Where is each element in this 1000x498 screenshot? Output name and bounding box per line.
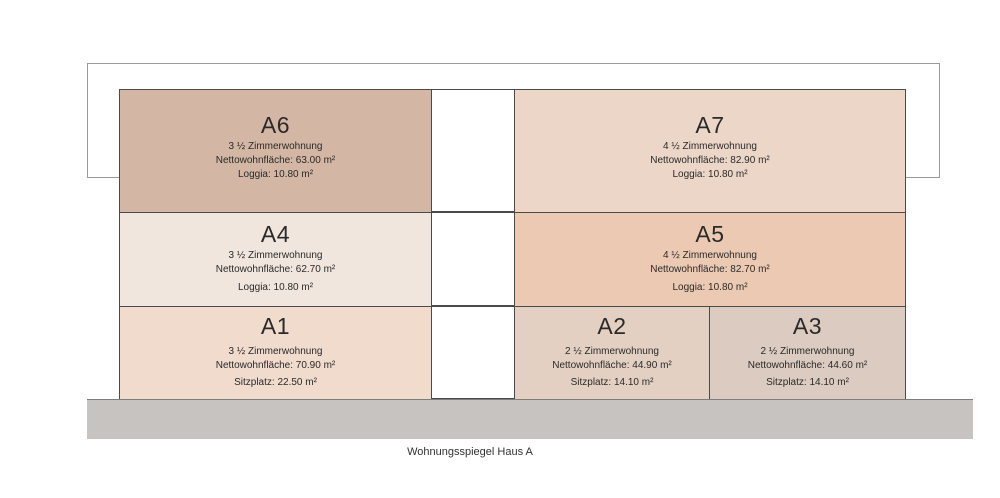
unit-rooms: 3 ½ Zimmerwohnung	[228, 141, 323, 152]
unit-rooms: 2 ½ Zimmerwohnung	[760, 346, 855, 357]
unit-a7[interactable]	[514, 89, 906, 213]
unit-name: A6	[260, 112, 291, 138]
unit-outdoor: Sitzplatz: 14.10 m²	[570, 377, 654, 388]
stairwell-floor-2	[431, 212, 515, 306]
unit-rooms: 3 ½ Zimmerwohnung	[228, 250, 323, 261]
unit-a5[interactable]	[514, 212, 906, 307]
unit-area: Nettowohnfläche: 63.00 m²	[215, 155, 336, 166]
unit-outdoor: Loggia: 10.80 m²	[672, 282, 748, 293]
unit-outdoor: Loggia: 10.80 m²	[672, 169, 748, 180]
unit-area: Nettowohnfläche: 82.70 m²	[650, 264, 770, 275]
unit-a2[interactable]	[514, 306, 710, 400]
unit-area: Nettowohnfläche: 44.90 m²	[552, 360, 672, 371]
unit-name: A2	[597, 313, 627, 339]
diagram-caption: Wohnungsspiegel Haus A	[407, 446, 533, 458]
unit-rooms: 3 ½ Zimmerwohnung	[228, 346, 323, 357]
unit-name: A5	[695, 221, 725, 247]
unit-name: A3	[792, 313, 823, 339]
unit-name: A4	[260, 221, 291, 247]
unit-rooms: 4 ½ Zimmerwohnung	[663, 141, 757, 152]
unit-a4[interactable]	[119, 212, 432, 307]
unit-area: Nettowohnfläche: 44.60 m²	[747, 360, 868, 371]
unit-outdoor: Loggia: 10.80 m²	[237, 169, 314, 180]
unit-outdoor: Loggia: 10.80 m²	[237, 282, 314, 293]
unit-area: Nettowohnfläche: 62.70 m²	[215, 264, 336, 275]
unit-a6[interactable]	[119, 89, 432, 213]
unit-a3[interactable]	[709, 306, 906, 400]
stairwell-floor-1	[431, 306, 515, 399]
ground-terrain	[87, 399, 973, 439]
unit-name: A7	[695, 112, 725, 138]
unit-area: Nettowohnfläche: 70.90 m²	[215, 360, 336, 371]
unit-a1[interactable]	[119, 306, 432, 400]
unit-rooms: 2 ½ Zimmerwohnung	[565, 346, 659, 357]
unit-outdoor: Sitzplatz: 22.50 m²	[234, 377, 317, 388]
unit-area: Nettowohnfläche: 82.90 m²	[650, 155, 770, 166]
unit-name: A1	[260, 313, 291, 339]
stairwell-floor-3	[431, 89, 515, 212]
unit-outdoor: Sitzplatz: 14.10 m²	[766, 377, 849, 388]
unit-rooms: 4 ½ Zimmerwohnung	[663, 250, 757, 261]
